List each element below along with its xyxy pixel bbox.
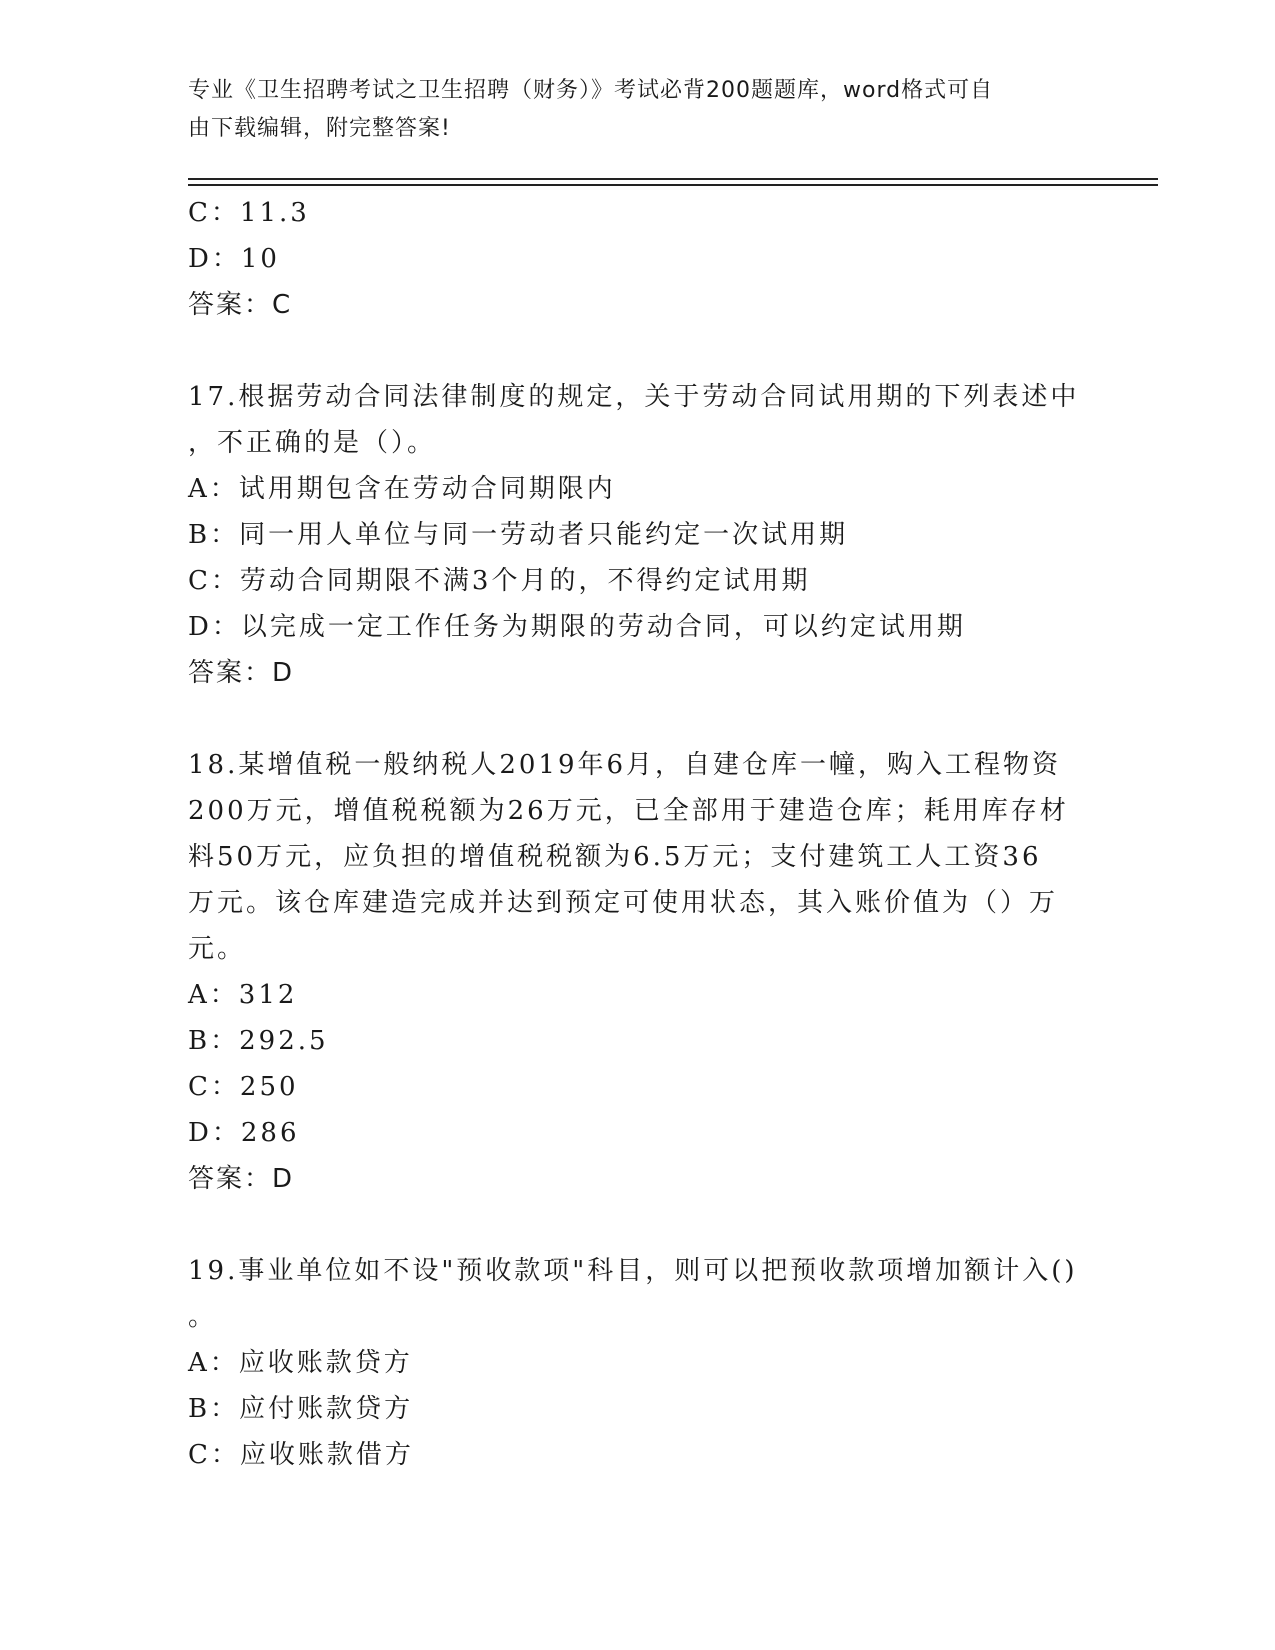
option-text: 286 (240, 1118, 300, 1148)
header-rule-bottom (188, 184, 1158, 186)
option-label: B： (188, 520, 240, 550)
header-rule-top (188, 178, 1158, 180)
spacer (188, 1202, 1088, 1248)
option-label: D： (188, 244, 241, 274)
option-label: B： (188, 1026, 240, 1056)
option-label: C： (188, 1440, 240, 1470)
option-text: 312 (238, 980, 298, 1010)
option-text: 应收账款贷方 (238, 1348, 413, 1378)
question-stem-line: 。 (188, 1302, 218, 1332)
option-text: 试用期包含在劳动合同期限内 (238, 474, 616, 504)
option-label: C： (188, 198, 240, 228)
spacer (188, 696, 1088, 742)
option-label: B： (188, 1394, 240, 1424)
question-18 (188, 742, 1088, 1202)
option-label: A： (188, 474, 239, 504)
option-d (188, 236, 1088, 282)
question-stem-line: 200万元，增值税税额为26万元，已全部用于建造仓库；耗用库存材 (188, 796, 1069, 826)
question-17 (188, 374, 1088, 696)
document-header (188, 72, 1088, 148)
option-text: 292.5 (239, 1026, 329, 1056)
question-stem-line: 元。 (188, 934, 247, 964)
question-stem-line: ，不正确的是（）。 (188, 428, 437, 458)
option-b (188, 1018, 1088, 1064)
option-a (188, 972, 1088, 1018)
option-text: 以完成一定工作任务为期限的劳动合同，可以约定试用期 (240, 612, 966, 642)
option-a (188, 466, 1088, 512)
option-d (188, 604, 1088, 650)
option-b (188, 1386, 1088, 1432)
option-text: 250 (239, 1072, 299, 1102)
option-text: 11.3 (239, 198, 310, 228)
option-label: A： (188, 1348, 239, 1378)
option-c (188, 1064, 1088, 1110)
option-label: C： (188, 566, 240, 596)
option-text: 应收账款借方 (239, 1440, 414, 1470)
question-stem-line: 17.根据劳动合同法律制度的规定，关于劳动合同试用期的下列表述中 (188, 382, 1080, 412)
option-c (188, 190, 1088, 236)
question-16-tail (188, 190, 1088, 328)
option-d (188, 1110, 1088, 1156)
question-stem-line: 万元。该仓库建造完成并达到预定可使用状态，其入账价值为（）万 (188, 888, 1059, 918)
question-stem-line: 19.事业单位如不设"预收款项"科目，则可以把预收款项增加额计入() (188, 1256, 1078, 1286)
answer-line: 答案：D (188, 658, 295, 688)
header-line-1: 专业《卫生招聘考试之卫生招聘（财务）》考试必背200题题库，word格式可自 (188, 78, 994, 103)
question-stem-line: 18.某增值税一般纳税人2019年6月，自建仓库一幢，购入工程物资 (188, 750, 1062, 780)
spacer (188, 328, 1088, 374)
option-text: 应付账款贷方 (239, 1394, 414, 1424)
question-19 (188, 1248, 1088, 1478)
option-label: C： (188, 1072, 240, 1102)
option-c (188, 558, 1088, 604)
option-label: A： (188, 980, 239, 1010)
header-line-2: 由下载编辑，附完整答案! (188, 116, 451, 141)
option-text: 劳动合同期限不满3个月的，不得约定试用期 (239, 566, 811, 596)
answer-line: 答案：D (188, 1164, 295, 1194)
option-c (188, 1432, 1088, 1478)
answer-line: 答案：C (188, 290, 293, 320)
option-a (188, 1340, 1088, 1386)
option-label: D： (188, 1118, 241, 1148)
option-b (188, 512, 1088, 558)
option-text: 同一用人单位与同一劳动者只能约定一次试用期 (239, 520, 849, 550)
option-label: D： (188, 612, 241, 642)
option-text: 10 (240, 244, 280, 274)
document-body (188, 190, 1088, 1478)
question-stem-line: 料50万元，应负担的增值税税额为6.5万元；支付建筑工人工资36 (188, 842, 1042, 872)
